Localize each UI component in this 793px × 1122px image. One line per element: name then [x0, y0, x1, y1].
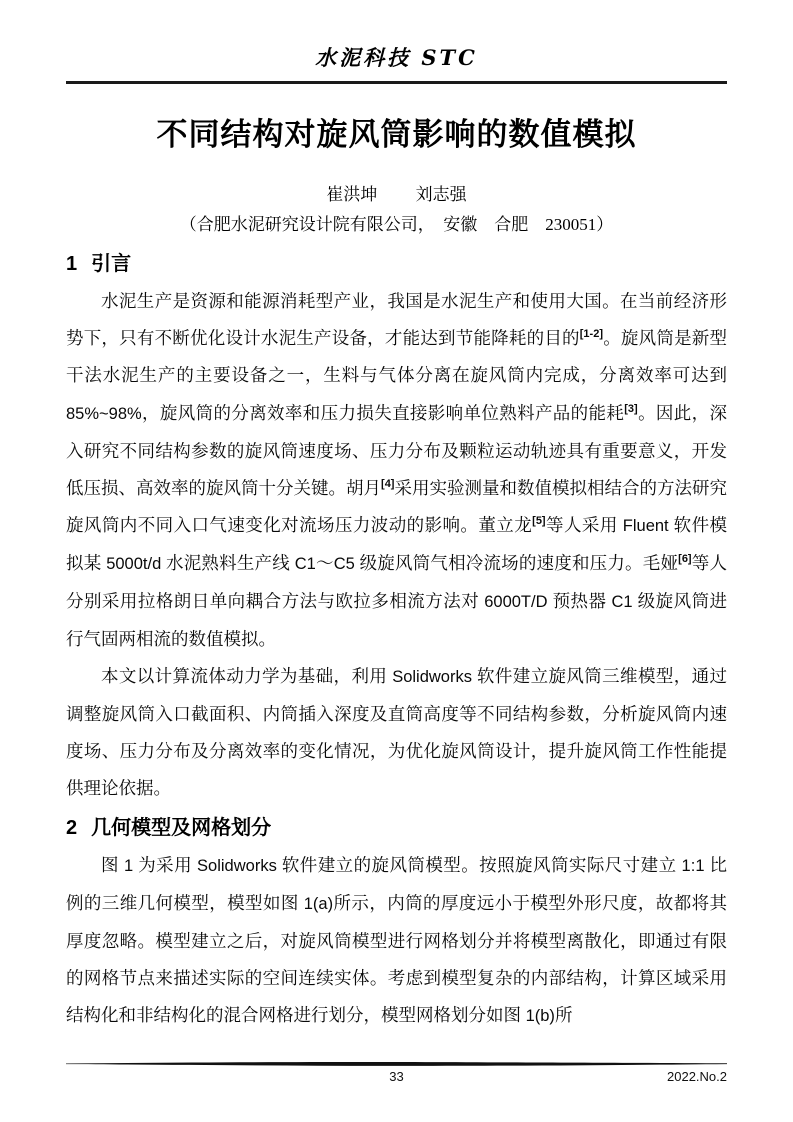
article-title: 不同结构对旋风筒影响的数值模拟 — [156, 117, 637, 152]
latin-text: 85%~98% — [66, 404, 142, 423]
section-heading — [66, 813, 727, 843]
body-paragraph: 图 1 为采用 Solidworks 软件建立的旋风筒模型。按照旋风筒实际尺寸建立 1:1 比例的三维几何模型，模型如图 1(a)所示，内筒的厚度远小于模型外形尺度，故都将其厚度忽略。模型建立之后，对旋风筒模型进行网格划分并将模型离散化，即通过有限的网格节点来描述实际的空间连续实体。考虑到模型复杂的内部结构，计算区域采用结构化和非结构化的混合网格进行划分，模型网格划分如图 1(b)所 — [66, 854, 728, 1025]
page-footer — [66, 1061, 727, 1087]
body-paragraph: 本文以计算流体动力学为基础，利用 Solidworks 软件建立旋风筒三维模型，通过调整旋风筒入口截面积、内筒插入深度及直筒高度等不同结构参数，分析旋风筒内速度场、压力分布及分离效率的变化情况，为优化旋风筒设计，提升旋风筒工作性能提供理论依据。 — [66, 665, 728, 798]
section-number: 1 — [66, 252, 78, 275]
journal-title: 水泥科技 STC — [315, 45, 478, 70]
section-heading — [66, 249, 727, 279]
latin-text: 1(b) — [521, 1006, 555, 1025]
citation-ref: [6] — [678, 553, 692, 566]
section-title: 引言 — [91, 252, 132, 275]
body-paragraph: 水泥生产是资源和能源消耗型产业，我国是水泥生产和使用大国。在当前经济形势下，只有不断优化设计水泥生产设备，才能达到节能降耗的目的[1-2]。旋风筒是新型干法水泥生产的主要设备之一，生料与气体分离在旋风筒内完成，分离效率可达到 85%~98%，旋风筒的分离效率和压力损失直接影响单位熟料产品的能耗[3]。因此，深入研究不同结构参数的旋风筒速度场、压力分布及颗粒运动轨迹具有重要意义，开发低压损、高效率的旋风筒十分关键。胡月[4]采用实验测量和数值模拟相结合的方法研究旋风筒内不同入口气速变化对流场压力波动的影响。董立龙[5]等人采用 Fluent 软件模拟某 5000t/d 水泥熟料生产线 C1～C5 级旋风筒气相冷流场的速度和压力。毛娅[6]等人分别采用拉格朗日单向耦合方法与欧拉多相流方法对 6000T/D 预热器 C1 级旋风筒进行气固两相流的数值模拟。 — [66, 290, 728, 649]
affiliation-line: （合肥水泥研究设计院有限公司， 安徽 合肥 230051） — [179, 214, 614, 234]
latin-text: Fluent — [617, 516, 674, 535]
section-title: 几何模型及网格划分 — [91, 816, 272, 839]
section-number: 2 — [66, 816, 78, 839]
article-body — [66, 249, 727, 1035]
author-name: 刘志强 — [415, 184, 467, 204]
latin-text: 1 — [118, 856, 139, 875]
latin-text: Solidworks — [387, 667, 477, 686]
citation-ref: [3] — [624, 403, 638, 416]
footer-rule — [66, 1061, 727, 1067]
latin-text: Solidworks — [192, 856, 282, 875]
latin-text: C1 — [289, 554, 316, 573]
latin-text: C5 — [333, 554, 360, 573]
citation-ref: [5] — [532, 515, 546, 528]
footer-row — [66, 1069, 727, 1087]
authors-line — [0, 183, 793, 207]
page-number: 33 — [389, 1069, 404, 1084]
citation-ref: [4] — [381, 478, 395, 491]
latin-text: 6000T/D — [479, 592, 553, 611]
issue-label: 2022.No.2 — [667, 1069, 727, 1084]
latin-text: 1:1 — [676, 856, 710, 875]
author-name: 崔洪坤 — [326, 184, 378, 204]
header-rule — [66, 81, 727, 84]
citation-ref: [1-2] — [579, 328, 603, 341]
latin-text: 5000t/d — [101, 554, 167, 573]
latin-text: 1(a) — [298, 894, 334, 913]
latin-text: C1 — [606, 592, 638, 611]
